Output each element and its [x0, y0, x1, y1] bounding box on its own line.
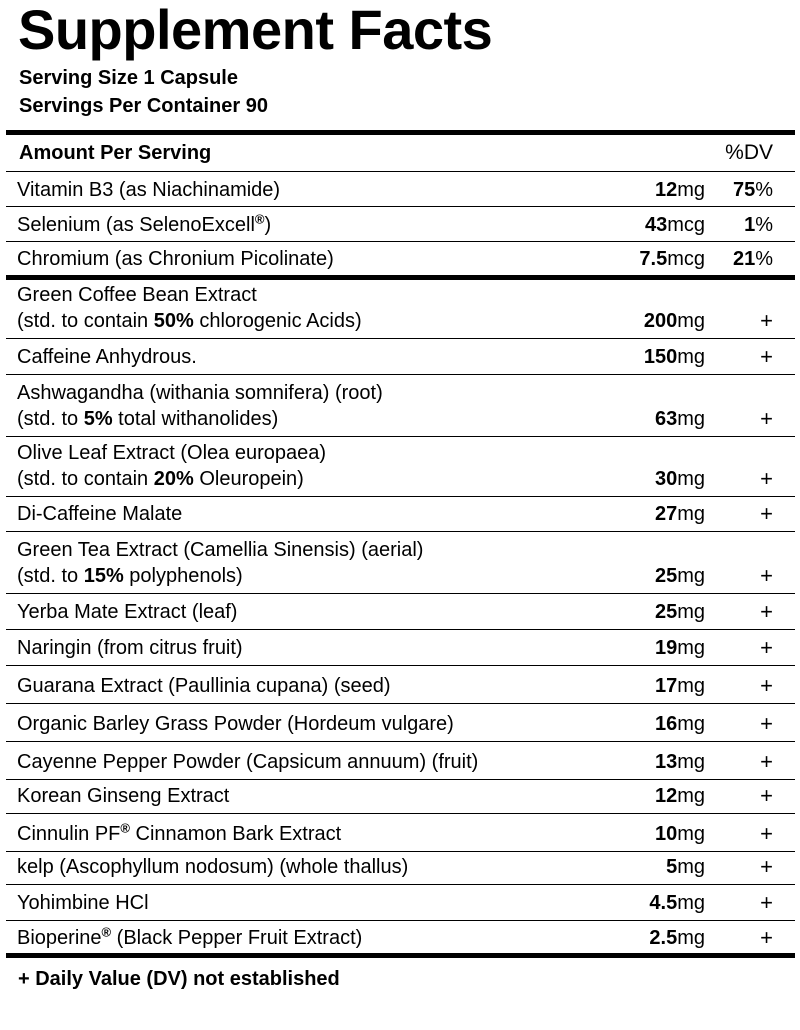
ingredient-amount — [505, 854, 705, 880]
amount-value: 16 — [654, 713, 678, 735]
ingredient-line: Bioperine® (Black Pepper Fruit Extract) — [17, 924, 363, 949]
amount-value: 25 — [654, 601, 678, 623]
standardization-percent: 15% — [83, 565, 124, 587]
daily-value — [705, 212, 795, 238]
ingredient-amount — [505, 501, 705, 527]
ingredient-amount — [505, 406, 705, 432]
ingredient-name — [6, 673, 505, 699]
ingredient-line: Naringin (from citrus fruit) — [17, 637, 243, 659]
amount-value: 27 — [654, 503, 678, 525]
ingredient-amount — [505, 673, 705, 699]
ingredient-name — [6, 783, 505, 809]
ingredient-line: Guarana Extract (Paullinia cupana) (seed) — [17, 675, 391, 697]
amount-unit: mg — [677, 892, 705, 914]
table-header — [6, 135, 795, 172]
ingredient-row — [6, 921, 795, 955]
ingredient-row — [6, 532, 795, 594]
dv-value: 1 — [744, 214, 756, 236]
daily-value: + — [760, 821, 773, 846]
ingredient-name — [6, 711, 505, 737]
ingredient-row — [6, 780, 795, 814]
ingredient-name: Vitamin B3 (as Niachinamide) — [17, 179, 281, 201]
amount-unit: mg — [677, 503, 705, 525]
amount-value: 30 — [654, 468, 678, 490]
panel-title: Supplement Facts — [18, 0, 493, 61]
ingredient-name — [6, 440, 505, 492]
standardization-percent: 5% — [83, 408, 113, 430]
ingredient-name — [6, 282, 505, 334]
header-dv: %DV — [725, 141, 773, 164]
amount-unit: mg — [677, 823, 705, 845]
ingredient-line: Di-Caffeine Malate — [17, 503, 183, 525]
ingredient-name — [6, 344, 505, 370]
amount-unit: mg — [677, 927, 705, 949]
ingredient-row — [6, 814, 795, 852]
ingredient-amount — [505, 711, 705, 737]
daily-value: + — [760, 501, 773, 526]
ingredient-amount — [505, 177, 705, 203]
amount-unit: mg — [677, 565, 705, 587]
registered-mark: ® — [120, 820, 130, 836]
amount-unit: mg — [677, 785, 705, 807]
ingredient-amount — [505, 890, 705, 916]
amount-value: 12 — [654, 785, 678, 807]
amount-value: 4.5 — [649, 892, 678, 914]
daily-value — [705, 177, 795, 203]
daily-value: + — [760, 599, 773, 624]
amount-unit: mg — [677, 346, 705, 368]
ingredient-name — [6, 749, 505, 775]
ingredient-amount — [505, 635, 705, 661]
ingredient-line: Cayenne Pepper Powder (Capsicum annuum) (fruit) — [17, 751, 479, 773]
footer-note: + Daily Value (DV) not established — [18, 968, 340, 990]
ingredient-name: Selenium (as SelenoExcell®) — [17, 211, 272, 236]
daily-value: + — [760, 406, 773, 431]
ingredient-row — [6, 280, 795, 339]
amount-value: 13 — [654, 751, 678, 773]
ingredient-amount — [505, 344, 705, 370]
ingredient-amount — [505, 599, 705, 625]
dv-unit: % — [755, 179, 773, 201]
ingredient-row — [6, 704, 795, 742]
ingredient-line: Cinnulin PF® Cinnamon Bark Extract — [17, 820, 342, 845]
ingredient-amount — [505, 783, 705, 809]
divider-thick — [6, 953, 795, 958]
ingredient-line: Caffeine Anhydrous. — [17, 346, 197, 368]
ingredient-amount — [505, 821, 705, 847]
daily-value: + — [760, 635, 773, 660]
registered-mark: ® — [254, 211, 265, 227]
ingredient-line: Korean Ginseng Extract — [17, 785, 230, 807]
amount-value: 63 — [654, 408, 678, 430]
daily-value: + — [760, 308, 773, 333]
ingredients-section — [6, 280, 795, 955]
ingredient-row — [6, 666, 795, 704]
daily-value: + — [760, 854, 773, 879]
amount-value: 200 — [643, 310, 678, 332]
ingredient-row — [6, 594, 795, 630]
dv-unit: % — [755, 248, 773, 270]
amount-unit: mg — [677, 179, 705, 201]
ingredient-amount — [505, 308, 705, 334]
ingredient-name — [6, 890, 505, 916]
amount-value: 25 — [654, 565, 678, 587]
amount-unit: mg — [677, 856, 705, 878]
ingredient-line: Yerba Mate Extract (leaf) — [17, 601, 238, 623]
amount-unit: mg — [677, 468, 705, 490]
amount-value: 10 — [654, 823, 678, 845]
ingredient-row — [6, 885, 795, 921]
ingredient-line: Green Tea Extract (Camellia Sinensis) (aerial) — [17, 539, 424, 561]
ingredient-standardization: (std. to contain 20% Oleuropein) — [17, 468, 304, 490]
amount-unit: mcg — [667, 214, 705, 236]
header-amount-per-serving: Amount Per Serving — [19, 141, 212, 164]
amount-value: 7.5 — [639, 248, 668, 270]
ingredient-name — [6, 599, 505, 625]
daily-value: + — [760, 711, 773, 736]
ingredient-amount — [505, 466, 705, 492]
ingredient-name — [6, 501, 505, 527]
ingredient-amount — [505, 212, 705, 238]
ingredient-name — [6, 537, 505, 589]
standardization-percent: 50% — [153, 310, 194, 332]
ingredient-row — [6, 742, 795, 780]
amount-value: 150 — [643, 346, 678, 368]
ingredient-line: Green Coffee Bean Extract — [17, 284, 257, 306]
vitamins-section — [6, 172, 795, 275]
vitamin-row — [6, 207, 795, 242]
ingredient-row — [6, 375, 795, 437]
ingredient-standardization: (std. to contain 50% chlorogenic Acids) — [17, 310, 362, 332]
dv-value: 75 — [732, 179, 756, 201]
supplement-facts-panel — [6, 0, 795, 991]
daily-value — [705, 246, 795, 272]
ingredient-name — [6, 380, 505, 432]
serving-size: Serving Size 1 Capsule — [19, 67, 238, 89]
ingredient-row — [6, 852, 795, 885]
daily-value: + — [760, 673, 773, 698]
ingredient-row — [6, 437, 795, 497]
ingredient-name — [6, 821, 505, 847]
amount-value: 19 — [654, 637, 678, 659]
ingredient-line: Ashwagandha (withania somnifera) (root) — [17, 382, 383, 404]
amount-unit: mcg — [667, 248, 705, 270]
ingredient-line: Organic Barley Grass Powder (Hordeum vulgare) — [17, 713, 454, 735]
ingredient-line: kelp (Ascophyllum nodosum) (whole thallus) — [17, 856, 409, 878]
ingredient-name — [6, 925, 505, 951]
amount-unit: mg — [677, 713, 705, 735]
amount-unit: mg — [677, 310, 705, 332]
daily-value: + — [760, 783, 773, 808]
daily-value: + — [760, 925, 773, 950]
standardization-percent: 20% — [153, 468, 194, 490]
ingredient-row — [6, 630, 795, 666]
ingredient-standardization: (std. to 15% polyphenols) — [17, 565, 243, 587]
vitamin-row — [6, 172, 795, 207]
ingredient-amount — [505, 925, 705, 951]
amount-value: 12 — [654, 179, 678, 201]
vitamin-row — [6, 242, 795, 275]
daily-value: + — [760, 466, 773, 491]
daily-value: + — [760, 563, 773, 588]
dv-value: 21 — [732, 248, 756, 270]
ingredient-amount — [505, 246, 705, 272]
daily-value: + — [760, 749, 773, 774]
daily-value: + — [760, 890, 773, 915]
dv-unit: % — [755, 214, 773, 236]
ingredient-name — [6, 854, 505, 880]
ingredient-row — [6, 339, 795, 375]
ingredient-line: Olive Leaf Extract (Olea europaea) — [17, 442, 327, 464]
ingredient-amount — [505, 749, 705, 775]
ingredient-name — [6, 635, 505, 661]
ingredient-standardization: (std. to 5% total withanolides) — [17, 408, 279, 430]
amount-unit: mg — [677, 637, 705, 659]
amount-unit: mg — [677, 675, 705, 697]
amount-unit: mg — [677, 408, 705, 430]
daily-value: + — [760, 344, 773, 369]
ingredient-line: Yohimbine HCl — [17, 892, 149, 914]
ingredient-amount — [505, 563, 705, 589]
ingredient-name: Chromium (as Chronium Picolinate) — [17, 248, 334, 270]
amount-value: 5 — [666, 856, 678, 878]
amount-value: 17 — [654, 675, 678, 697]
ingredient-row — [6, 497, 795, 532]
amount-unit: mg — [677, 751, 705, 773]
amount-unit: mg — [677, 601, 705, 623]
servings-per-container: Servings Per Container 90 — [19, 95, 268, 117]
amount-value: 2.5 — [649, 927, 678, 949]
registered-mark: ® — [101, 924, 112, 940]
amount-value: 43 — [644, 214, 668, 236]
